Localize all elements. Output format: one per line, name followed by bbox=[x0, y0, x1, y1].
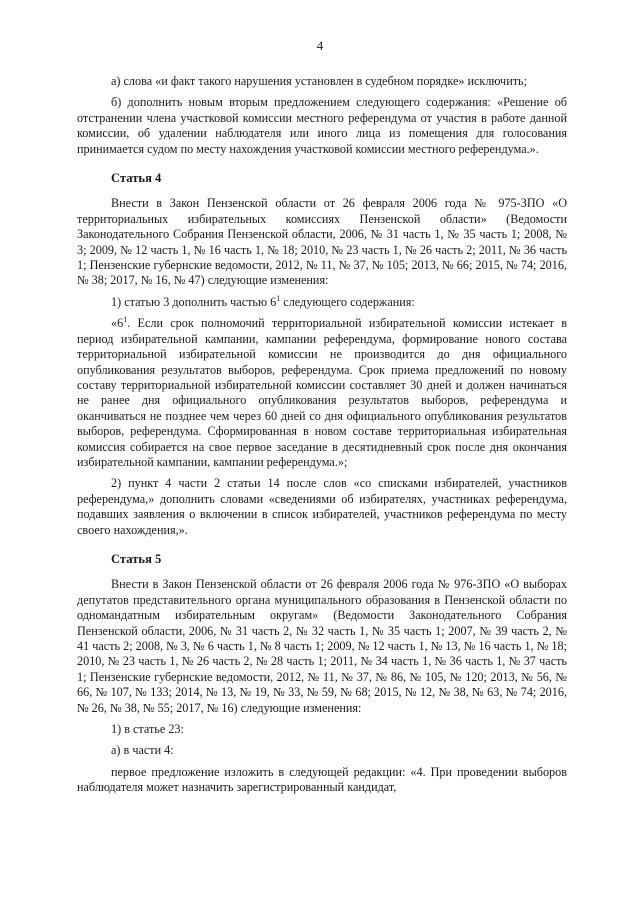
document-body bbox=[77, 74, 567, 802]
article-5-item-1a: а) в части 4: bbox=[111, 743, 174, 758]
article-4-intro: Внести в Закон Пензенской области от 26 февраля 2006 года № 975-ЗПО «О территориальных избирательных комиссиях Пензенской области» (Ведомости Законодательного Собрания Пензенской области, 2006, № 31 часть 1, № 35 часть 1; 2008, № 3; 2009, № 12 часть 1, № 16 часть 1, № 18; 2010, № 23 часть 1, № 26 часть 2; 2011, № 36 часть 1; Пензенские губернские ведомости, 2012, № 11, № 37, № 105; 2013, № 66; 2015, № 74; 2016, № 38; 2017, № 16, № 47) следующие изменения: bbox=[77, 196, 567, 288]
paragraph-a: а) слова «и факт такого нарушения установлен в судебном порядке» исключить; bbox=[111, 74, 527, 88]
paragraph-b: б) дополнить новым вторым предложением следующего содержания: «Решение об отстранении члена участковой комиссии местного референдума от участия в работе данной комиссии, об удалении наблюдателя или иного лица из помещения для голосования принимается судом по месту нахождения участковой комиссии местного референдума.». bbox=[77, 95, 567, 156]
quote-start: «6 bbox=[111, 316, 124, 331]
article-4-item-1 bbox=[77, 295, 567, 310]
article-4-item-2: 2) пункт 4 части 2 статьи 14 после слов «со списками избирателей, участников референдума,» дополнить словами «сведениями об избирателях, участниках референдума, подавших заявления о включении в список избирателей, участников референдума по месту своего нахождения,». bbox=[77, 476, 567, 537]
article-5-intro: Внести в Закон Пензенской области от 26 февраля 2006 года № 976-ЗПО «О выборах депутатов представительного органа муниципального образования в Пензенской области по одномандатным избирательным округам» (Ведомости Законодательного Собрания Пензенской области, 2006, № 31 часть 2, № 32 часть 1, № 35 часть 1; 2007, № 39 часть 2, № 41 часть 2; 2008, № 3, № 6 часть 1, № 8 часть 1; 2009, № 12 часть 1, № 13, № 16 часть 1, № 18; 2010, № 23 часть 1, № 26 часть 2, № 28 часть 1; 2011, № 34 часть 1, № 36 часть 1, № 37 часть 1; Пензенские губернские ведомости, 2012, № 11, № 37, № 86, № 105, № 120; 2013, № 56, № 66, № 107, № 133; 2014, № 13, № 19, № 33, № 59, № 68; 2015, № 12, № 38, № 63, № 74; 2016, № 26, № 38, № 55; 2017, № 16) следующие изменения: bbox=[77, 577, 567, 715]
item-1-text: 1) статью 3 дополнить частью 6 bbox=[111, 294, 277, 309]
article-5-last-paragraph: первое предложение изложить в следующей редакции: «4. При проведении выборов наблюдателя может назначить зарегистрированный кандидат, bbox=[77, 764, 567, 795]
item-1-superscript: 1 bbox=[276, 293, 281, 303]
quote-superscript: 1 bbox=[123, 315, 128, 325]
quote-text: . Если срок полномочий территориальной избирательной комиссии истекает в период избирательной кампании, кампании референдума, формирование нового состава территориальной избирательной комиссии не производится до дня официального опубликования результатов выборов, референдума. Срок приема предложений по новому составу территориальной избирательной комиссии составляет 30 дней и должен начинаться не ранее дня официального опубликования результатов выборов, референдума и оканчиваться не позднее чем через 60 дней со дня официального опубликования результатов выборов, референдума. Сформированная в новом составе территориальная избирательная комиссия собирается на свое первое заседание в десятидневный срок после дня окончания избирательной кампании, кампании референдума.»; bbox=[77, 316, 567, 469]
article-4-quote bbox=[77, 316, 567, 470]
article-5-item-1: 1) в статье 23: bbox=[111, 722, 184, 737]
article-5-heading: Статья 5 bbox=[111, 551, 162, 566]
item-1-text-end: следующего содержания: bbox=[280, 294, 415, 309]
article-4-heading: Статья 4 bbox=[111, 171, 162, 186]
page-number: 4 bbox=[316, 38, 324, 53]
